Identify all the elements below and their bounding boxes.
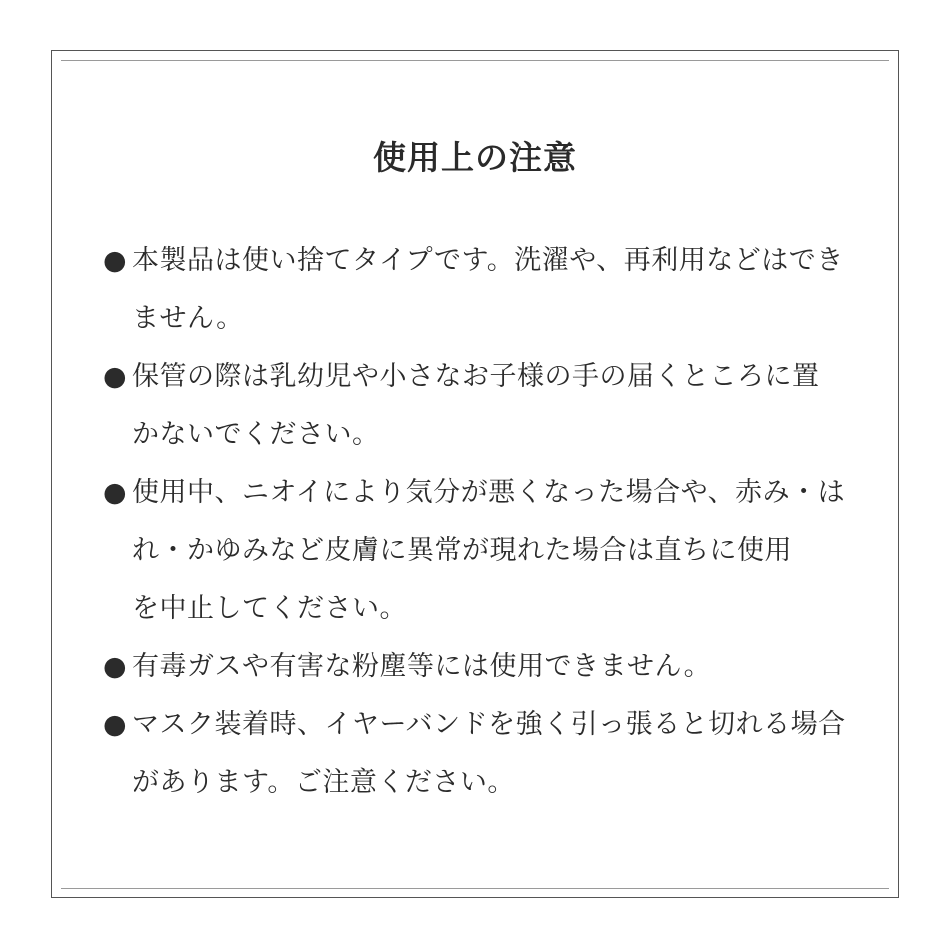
notice-item: [103, 464, 863, 638]
notice-item: [103, 638, 863, 696]
bullet-icon: ●: [103, 361, 127, 392]
notice-text: 有毒ガスや有害な粉塵等には使用できません。: [132, 651, 712, 682]
bullet-icon: ●: [103, 651, 127, 682]
notice-text: 保管の際は乳幼児や小さなお子様の手の届くところに置 かないでください。: [132, 361, 820, 450]
notice-item: [103, 696, 863, 812]
notice-list: [103, 232, 863, 812]
notice-item: [103, 232, 863, 348]
notice-text: 使用中、ニオイにより気分が悪くなった場合や、赤み・は れ・かゆみなど皮膚に異常が現れた場合は直ちに使用 を中止してください。: [132, 477, 846, 624]
notice-item: [103, 348, 863, 464]
top-divider: [61, 60, 889, 61]
bullet-icon: ●: [103, 477, 127, 508]
page-title: 使用上の注意: [373, 138, 577, 177]
bullet-icon: ●: [103, 709, 127, 740]
bottom-divider: [61, 888, 889, 889]
bullet-icon: ●: [103, 245, 127, 276]
notice-text: 本製品は使い捨てタイプです。洗濯や、再利用などはでき ません。: [132, 245, 844, 334]
notice-text: マスク装着時、イヤーバンドを強く引っ張ると切れる場合 があります。ご注意ください。: [132, 709, 846, 798]
